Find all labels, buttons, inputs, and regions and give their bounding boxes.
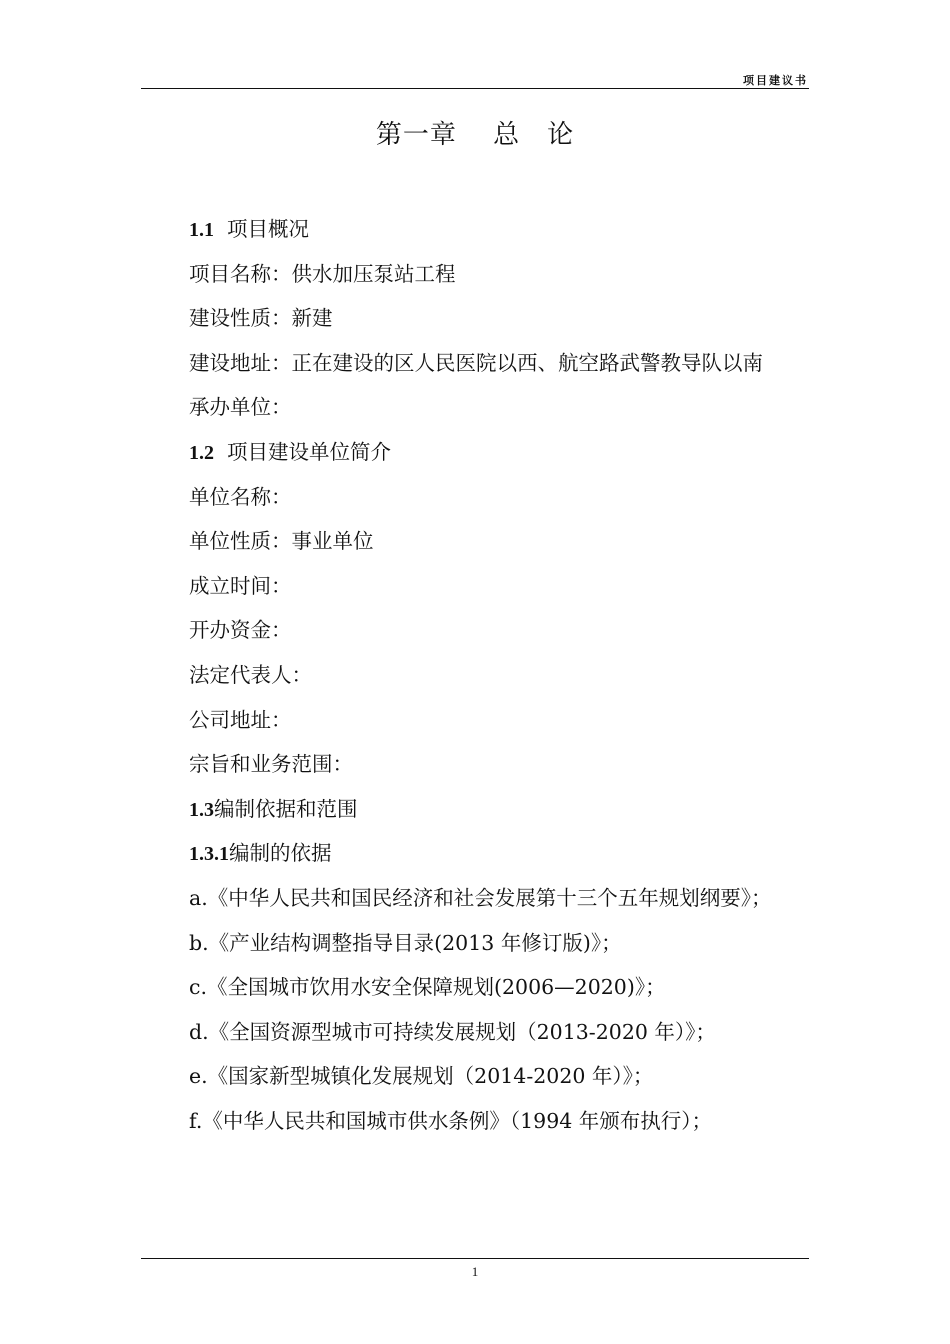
section-number: 1.3 [189,798,214,821]
project-name-line: 项目名称：供水加压泵站工程 [189,261,456,286]
reference-item: e.《国家新型城镇化发展规划（2014-2020 年）》； [189,1064,654,1089]
section-number: 1.2 [189,441,214,464]
unit-nature-line: 单位性质：事业单位 [189,529,374,554]
reference-item: c.《全国城市饮用水安全保障规划(2006—2020)》； [189,975,666,1000]
chapter-title: 第一章 总 论 [375,120,575,150]
page-number: 1 [471,1264,479,1279]
section-heading-1-3-1 [189,834,819,879]
capital-line: 开办资金： [189,618,292,643]
reference-item: d.《全国资源型城市可持续发展规划（2013-2020 年）》； [189,1019,716,1044]
section-heading-1-1 [189,210,819,255]
header-rule [141,88,809,89]
section-number: 1.3.1 [189,843,229,866]
legal-rep-line: 法定代表人： [189,662,312,687]
reference-item: a.《中华人民共和国民经济和社会发展第十三个五年规划纲要》； [189,885,772,910]
footer-rule [141,1258,809,1259]
unit-name-line: 单位名称： [189,484,292,509]
established-line: 成立时间： [189,573,292,598]
section-title: 编制的依据 [229,841,332,866]
section-title: 项目建设单位简介 [227,439,392,464]
reference-item: f.《中华人民共和国城市供水条例》（1994 年颁布执行）； [189,1108,713,1133]
construction-site-line: 建设地址：正在建设的区人民医院以西、航空路武警教导队以南 [189,350,763,375]
company-address-line: 公司地址： [189,707,292,732]
section-number: 1.1 [189,219,214,241]
business-scope-line: 宗旨和业务范围： [189,752,353,777]
document-body [189,210,819,1146]
undertaking-unit-line: 承办单位： [189,395,292,420]
section-title: 项目概况 [227,217,310,241]
construction-nature-line: 建设性质：新建 [189,306,333,331]
section-title: 编制依据和范围 [214,796,358,821]
reference-item: b.《产业结构调整指导目录(2013 年修订版)》； [189,930,622,955]
section-heading-1-3 [189,790,819,835]
running-header: 项目建议书 [743,74,808,87]
section-heading-1-2 [189,433,819,478]
